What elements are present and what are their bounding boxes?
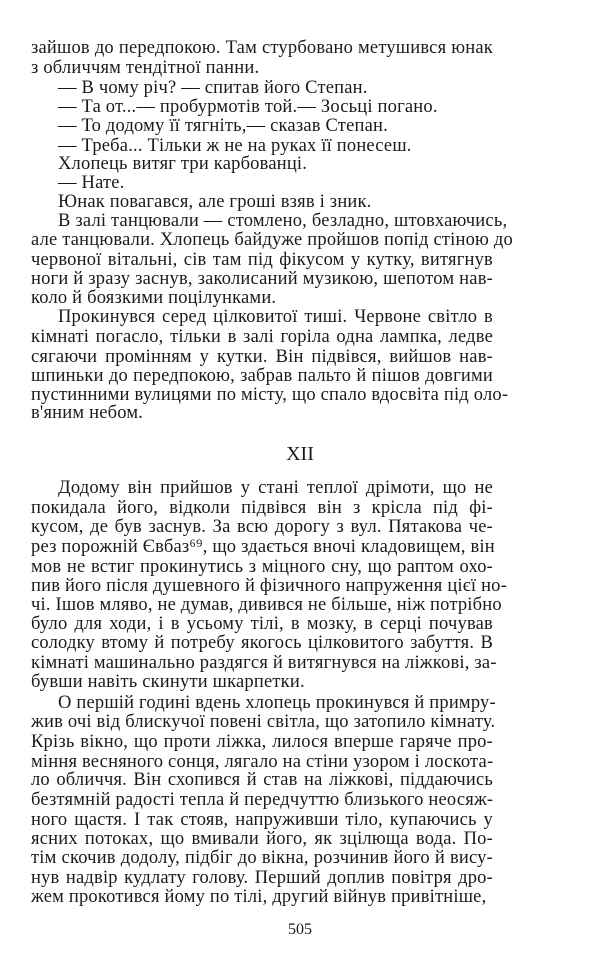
text-line: жив очі від блискучої повені світла, що затопило кімнату. bbox=[31, 712, 496, 732]
text-line: нув надвір кудлату голову. Перший доплив повітря дро- bbox=[31, 868, 493, 888]
page-number: 505 bbox=[288, 921, 312, 938]
text-line: кімнаті машинально раздягся й витягнувся на ліжкові, за- bbox=[31, 653, 497, 673]
text-line: коло й боязкими поцілунками. bbox=[31, 288, 277, 308]
text-line: — Нате. bbox=[58, 173, 125, 193]
text-line: але танцювали. Хлопець байдуже пройшов попід стіною до bbox=[31, 230, 513, 250]
text-line: В залі танцювали — стомлено, безладно, штовхаючись, bbox=[58, 211, 508, 231]
text-line: покидала його, відколи підвівся він з крісла під фі- bbox=[31, 498, 493, 518]
text-line: — Треба... Тільки ж не на руках її понесеш. bbox=[58, 136, 412, 156]
text-line: пустинними вулицями по місту, що спало вдосвіта під оло- bbox=[31, 385, 509, 405]
text-line: жем прокотився йому по тілі, другий війнув привітніше, bbox=[31, 887, 487, 907]
text-line: — То додому її тягніть,— сказав Степан. bbox=[58, 116, 388, 136]
text-line: кімнаті погасло, тільки в залі горіла одна лампка, ледве bbox=[31, 327, 493, 347]
text-line: чі. Ішов мляво, не думав, дивився не більше, ніж потрібно bbox=[31, 595, 502, 615]
text-line: рез порожній Євбаз⁶⁹, що здається вночі кладовищем, він bbox=[31, 537, 495, 557]
text-line: Крізь вікно, що проти ліжка, лилося вперше гаряче про- bbox=[31, 732, 493, 752]
text-line: в'яним небом. bbox=[31, 403, 144, 423]
text-line: шпиньки до передпокою, забрав пальто й пішов довгими bbox=[31, 366, 493, 386]
text-line: сягаючи промінням у кутки. Він підвівся, вийшов нав- bbox=[31, 347, 493, 367]
text-line: солодку втому й потребу якогось цілковитого забуття. В bbox=[31, 633, 493, 653]
text-line: ноги й зразу заснув, заколисаний музикою, шепотом нав- bbox=[31, 269, 493, 289]
text-line: ясних потоках, що вмивали його, як зцілюща вода. По- bbox=[31, 829, 493, 849]
text-line: Додому він прийшов у стані теплої дрімоти, що не bbox=[58, 478, 493, 498]
text-line: пив його після душевного й фізичного напруження цієї но- bbox=[31, 576, 507, 596]
text-line: — В чому річ? — спитав його Степан. bbox=[58, 78, 368, 98]
text-line: кусом, де був заснув. За всю дорогу з вул. Пятакова че- bbox=[31, 517, 493, 537]
text-line: О першій годині вдень хлопець прокинувся й примру- bbox=[58, 693, 496, 713]
text-line: тім скочив додолу, підбіг до вікна, розчинив його й вису- bbox=[31, 848, 493, 868]
text-line: ного щастя. І так стояв, напруживши тіло, купаючись у bbox=[31, 810, 493, 830]
text-line: міння весняного сонця, лягало на стіни узором і лоскота- bbox=[31, 752, 494, 772]
chapter-heading: XII bbox=[286, 443, 314, 465]
text-line: було для ходи, і в усьому тілі, в мозку, в серці почував bbox=[31, 614, 493, 634]
text-line: бувши навіть скинути шкарпетки. bbox=[31, 672, 305, 692]
text-line: Прокинувся серед цілковитої тиші. Червоне світло в bbox=[58, 307, 493, 327]
text-line: зайшов до передпокою. Там стурбовано метушився юнак bbox=[31, 38, 493, 58]
text-line: безтямній радості тепла й передчуттю близького неосяж- bbox=[31, 790, 494, 810]
text-line: мов не встиг прокинутись з міцного сну, що раптом охо- bbox=[31, 557, 493, 577]
text-line: Юнак повагався, але гроші взяв і зник. bbox=[58, 192, 372, 212]
text-line: — Та от...— пробурмотів той.— Зосьці погано. bbox=[58, 97, 438, 117]
text-line: червоної вітальні, сів там під фікусом у кутку, витягнув bbox=[31, 250, 493, 270]
text-line: з обличчям тендітної панни. bbox=[31, 58, 260, 78]
text-line: ло обличчя. Він схопився й став на ліжкові, піддаючись bbox=[31, 770, 493, 790]
text-line: Хлопець витяг три карбованці. bbox=[58, 154, 308, 174]
